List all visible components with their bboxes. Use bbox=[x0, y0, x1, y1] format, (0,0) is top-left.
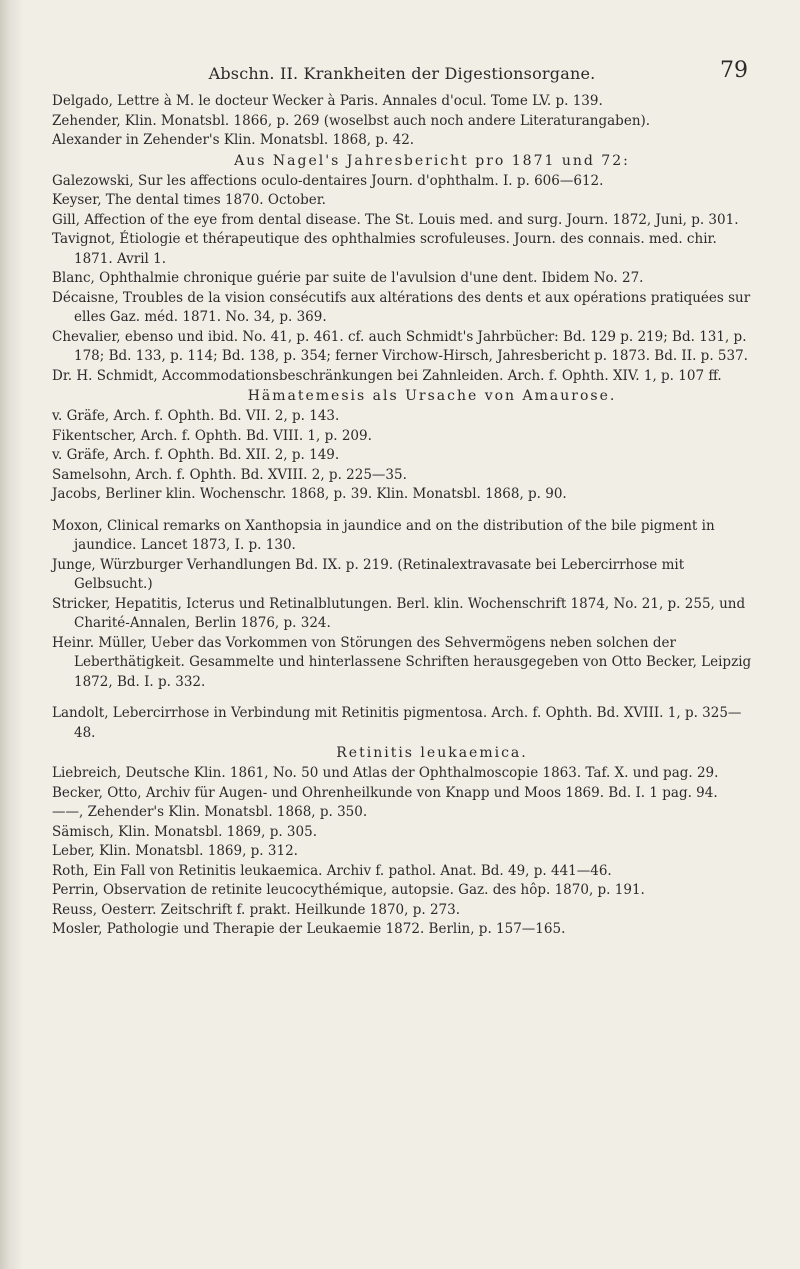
reference-entry: Liebreich, Deutsche Klin. 1861, No. 50 und Atlas der Ophthalmoscopie 1863. Taf. X. und pag. 29. bbox=[52, 765, 719, 781]
bibliography-block bbox=[52, 92, 752, 505]
reference-entry: Landolt, Lebercirrhose in Verbindung mit Retinitis pigmentosa. Arch. f. Ophth. Bd. XVIII. 1, p. 325—48. bbox=[52, 705, 742, 741]
reference-entry: Sämisch, Klin. Monatsbl. 1869, p. 305. bbox=[52, 823, 317, 840]
book-spine-shadow bbox=[0, 0, 22, 1269]
reference-entry: Galezowski, Sur les affections oculo-dentaires Journ. d'ophthalm. I. p. 606—612. bbox=[52, 172, 604, 189]
reference-entry: Dr. H. Schmidt, Accommodationsbeschränkungen bei Zahnleiden. Arch. f. Ophth. XIV. 1, p. 107 ff. bbox=[52, 367, 722, 384]
section-heading: Hämatemesis als Ursache von Amaurose. bbox=[247, 388, 617, 404]
reference-entry: Heinr. Müller, Ueber das Vorkommen von Störungen des Sehvermögens neben solchen der Leberthätigkeit. Gesammelte und hinterlassene Schriften herausgegeben von Otto Becker, Leipzig 1872, Bd. I. p. 332. bbox=[52, 634, 752, 690]
page-number: 79 bbox=[720, 58, 748, 83]
reference-entry: Gill, Affection of the eye from dental disease. The St. Louis med. and surg. Journ. 1872, Juni, p. 301. bbox=[52, 211, 739, 228]
reference-entry: Alexander in Zehender's Klin. Monatsbl. 1868, p. 42. bbox=[52, 132, 415, 148]
reference-entry: Becker, Otto, Archiv für Augen- und Ohrenheilkunde von Knapp und Moos 1869. Bd. I. 1 pag. 94. bbox=[52, 784, 718, 801]
reference-entry: Zehender, Klin. Monatsbl. 1866, p. 269 (woselbst auch noch andere Literaturangaben). bbox=[52, 112, 651, 129]
reference-entry: Reuss, Oesterr. Zeitschrift f. prakt. Heilkunde 1870, p. 273. bbox=[52, 901, 461, 918]
reference-entry: Samelsohn, Arch. f. Ophth. Bd. XVIII. 2, p. 225—35. bbox=[52, 466, 407, 483]
document-page bbox=[52, 58, 752, 940]
reference-entry: Mosler, Pathologie und Therapie der Leukaemie 1872. Berlin, p. 157—165. bbox=[52, 921, 566, 937]
reference-entry: Junge, Würzburger Verhandlungen Bd. IX. p. 219. (Retinalextravasate bei Lebercirrhose mit Gelbsucht.) bbox=[52, 556, 685, 592]
reference-entry: Stricker, Hepatitis, Icterus und Retinalblutungen. Berl. klin. Wochenschrift 1874, No. 21, p. 255, und Charité-Annalen, Berlin 1876, p. 324. bbox=[52, 595, 746, 631]
reference-entry: v. Gräfe, Arch. f. Ophth. Bd. XII. 2, p. 149. bbox=[52, 447, 340, 463]
section-heading: Aus Nagel's Jahresbericht pro 1871 und 72: bbox=[234, 152, 630, 169]
bibliography-content bbox=[52, 92, 752, 940]
page-header bbox=[52, 58, 752, 92]
reference-entry: Delgado, Lettre à M. le docteur Wecker à Paris. Annales d'ocul. Tome LV. p. 139. bbox=[52, 93, 603, 109]
reference-entry: Chevalier, ebenso und ibid. No. 41, p. 461. cf. auch Schmidt's Jahrbücher: Bd. 129 p. 219; Bd. 131, p. 178; Bd. 133, p. 114; Bd. 138, p. 354; ferner Virchow-Hirsch, Jahresbericht p. 1873. Bd. II. p. 537. bbox=[52, 328, 748, 364]
bibliography-block bbox=[52, 517, 752, 693]
reference-entry: ——, Zehender's Klin. Monatsbl. 1868, p. 350. bbox=[52, 804, 368, 820]
bibliography-block bbox=[52, 704, 752, 940]
reference-entry: Blanc, Ophthalmie chronique guérie par suite de l'avulsion d'une dent. Ibidem No. 27. bbox=[52, 270, 644, 286]
reference-entry: Leber, Klin. Monatsbl. 1869, p. 312. bbox=[52, 843, 298, 859]
reference-entry: Décaisne, Troubles de la vision consécutifs aux altérations des dents et aux opérations pratiquées sur elles Gaz. méd. 1871. No. 34, p. 369. bbox=[52, 289, 751, 325]
reference-entry: Roth, Ein Fall von Retinitis leukaemica. Archiv f. pathol. Anat. Bd. 49, p. 441—46. bbox=[52, 862, 612, 879]
reference-entry: Perrin, Observation de retinite leucocythémique, autopsie. Gaz. des hôp. 1870, p. 191. bbox=[52, 882, 645, 898]
reference-entry: Moxon, Clinical remarks on Xanthopsia in jaundice and on the distribution of the bile pigment in jaundice. Lancet 1873, I. p. 130. bbox=[52, 517, 715, 553]
reference-entry: Jacobs, Berliner klin. Wochenschr. 1868, p. 39. Klin. Monatsbl. 1868, p. 90. bbox=[52, 486, 567, 502]
running-head: Abschn. II. Krankheiten der Digestionsorgane. bbox=[208, 64, 596, 83]
reference-entry: v. Gräfe, Arch. f. Ophth. Bd. VII. 2, p. 143. bbox=[52, 408, 340, 424]
section-heading: Retinitis leukaemica. bbox=[336, 745, 528, 761]
reference-entry: Keyser, The dental times 1870. October. bbox=[52, 192, 326, 208]
reference-entry: Tavignot, Étiologie et thérapeutique des ophthalmies scrofuleuses. Journ. des connais. med. chir. 1871. Avril 1. bbox=[52, 231, 717, 267]
reference-entry: Fikentscher, Arch. f. Ophth. Bd. VIII. 1, p. 209. bbox=[52, 427, 372, 444]
